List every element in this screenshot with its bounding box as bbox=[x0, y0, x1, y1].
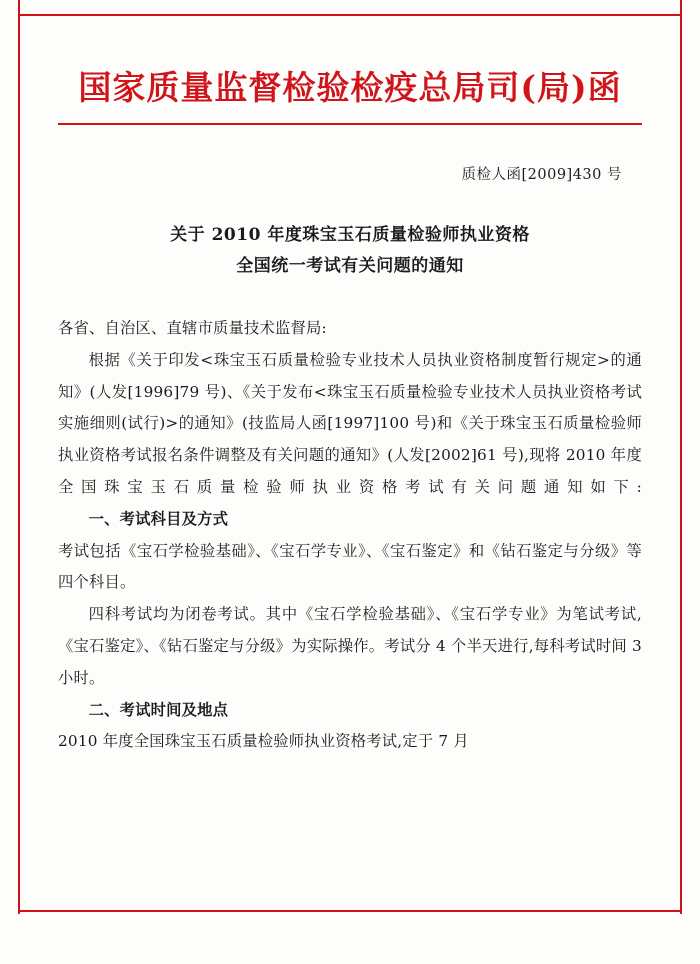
page-footer bbox=[0, 914, 700, 964]
document-header-title: 国家质量监督检验检疫总局司(局)函 bbox=[78, 68, 622, 107]
body-paragraph-1: 根据《关于印发<珠宝玉石质量检验专业技术人员执业资格制度暂行规定>的通知》(人发[1996]79 号)、《关于发布<珠宝玉石质量检验专业技术人员执业资格考试实施细则(试行)>的通知》(技监局人函[1997]100 号)和《关于珠宝玉石质量检验师执业资格考试报名条件调整及有关问题的通知》(人发[2002]61 号),现将 2010 年度全国珠宝玉石质量检验师执业资格考试有关问题通知如下: bbox=[58, 350, 642, 496]
left-border-line bbox=[18, 0, 20, 964]
bottom-border-line bbox=[18, 910, 682, 912]
document-subject bbox=[58, 220, 642, 283]
subject-line-2: 全国统一考试有关问题的通知 bbox=[236, 256, 464, 277]
title-divider-rule bbox=[58, 123, 642, 125]
salutation: 各省、自治区、直辖市质量技术监督局: bbox=[58, 318, 327, 337]
top-border-line bbox=[18, 14, 682, 16]
body-paragraph-2: 考试包括《宝石学检验基础》、《宝石学专业》、《宝石鉴定》和《钻石鉴定与分级》等四个科目。 bbox=[58, 541, 642, 592]
section-heading-1: 一、考试科目及方式 bbox=[88, 509, 229, 528]
body-paragraph-3: 四科考试均为闭卷考试。其中《宝石学检验基础》、《宝石学专业》为笔试考试,《宝石鉴定》、《钻石鉴定与分级》为实际操作。考试分 4 个半天进行,每科考试时间 3 小时。 bbox=[58, 605, 642, 687]
body-paragraph-4: 2010 年度全国珠宝玉石质量检验师执业资格考试,定于 7 月 bbox=[58, 732, 469, 751]
document-body bbox=[58, 313, 642, 758]
subject-line-1: 关于 2010 年度珠宝玉石质量检验师执业资格 bbox=[170, 225, 530, 245]
right-border-line bbox=[680, 0, 682, 964]
document-number: 质检人函[2009]430 号 bbox=[461, 167, 622, 183]
section-heading-2: 二、考试时间及地点 bbox=[88, 700, 229, 719]
